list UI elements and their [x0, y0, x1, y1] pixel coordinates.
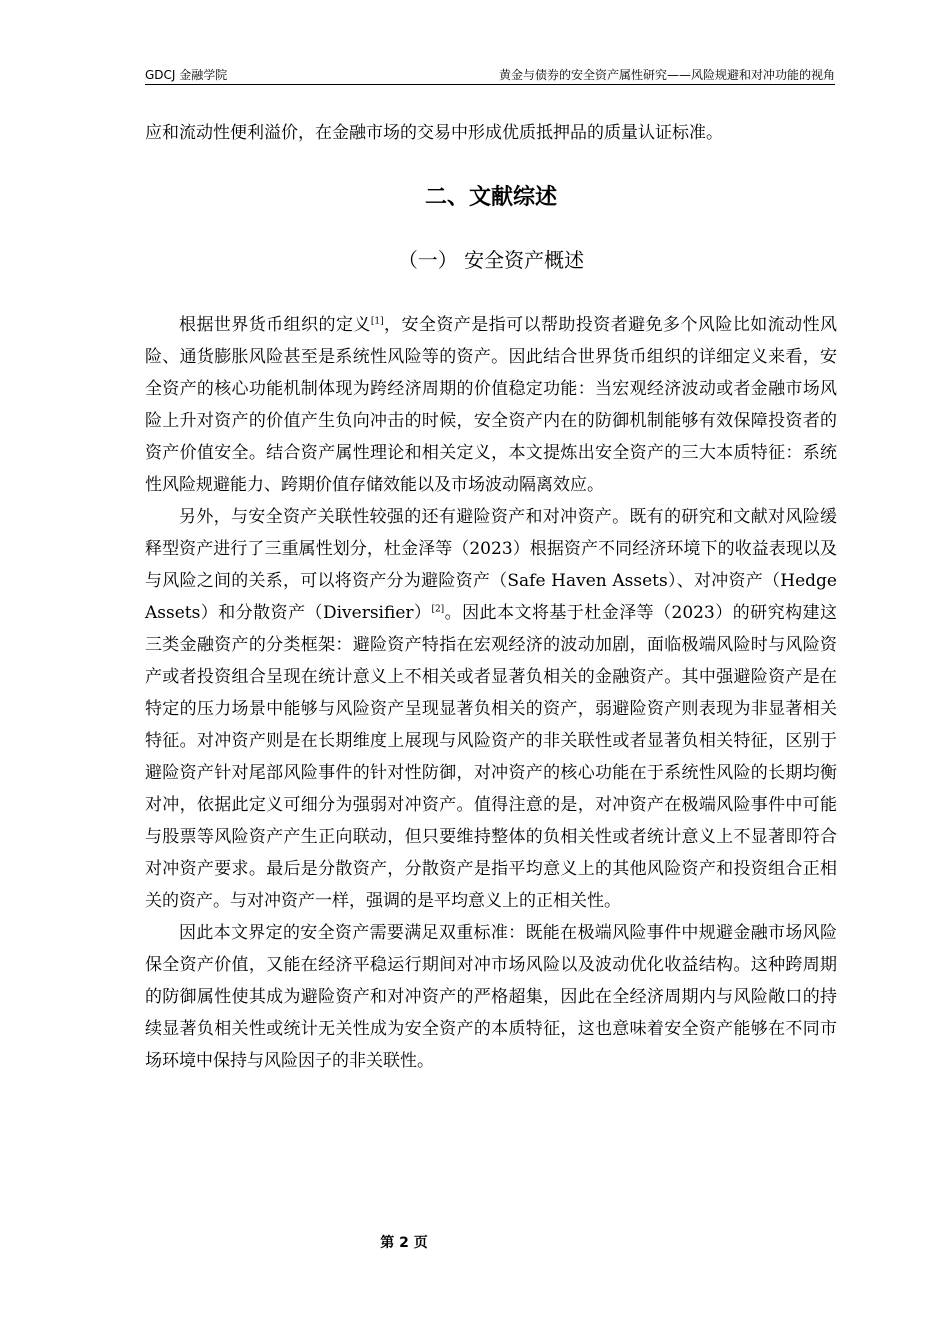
paragraph-3: 因此本文界定的安全资产需要满足双重标准：既能在极端风险事件中规避金融市场风险保全资产价值，又能在经济平稳运行期间对冲市场风险以及波动优化收益结构。这种跨周期的防御属性使其成为避险资产和对冲资产的严格超集，因此在全经济周期内与风险敞口的持续显著负相关性或统计无关性成为安全资产的本质特征，这也意味着安全资产能够在不同市场环境中保持与风险因子的非关联性。 — [145, 923, 837, 1071]
subsection-title: （一） 安全资产概述 — [397, 248, 585, 272]
header-institution: GDCJ 金融学院 — [145, 68, 228, 82]
paragraph-1 — [145, 309, 837, 501]
paragraph-2 — [145, 501, 837, 917]
paragraph-2-text-a: 另外，与安全资产关联性较强的还有避险资产和对冲资产。既有的研究和文献对风险缓释型资产进行了三重属性划分，杜金泽等（2023）根据资产不同经济环境下的收益表现以及与风险之间的关系，可以将资产分为避险资产（Safe Haven Assets）、对冲资产（Hedge Assets）和分散资产（Diversifier） — [145, 507, 837, 623]
main-text — [145, 309, 837, 1077]
page-number: 第 2 页 — [380, 1235, 428, 1251]
page-header — [145, 66, 835, 85]
citation-2: [2] — [431, 604, 445, 615]
continuation-block — [145, 117, 837, 149]
paragraph-1-text-b: ，安全资产是指可以帮助投资者避免多个风险比如流动性风险、通货膨胀风险甚至是系统性风险等的资产。因此结合世界货币组织的详细定义来看，安全资产的核心功能机制体现为跨经济周期的价值稳定功能：当宏观经济波动或者金融市场风险上升对资产的价值产生负向冲击的时候，安全资产内在的防御机制能够有效保障投资者的资产价值安全。结合资产属性理论和相关定义，本文提炼出安全资产的三大本质特征：系统性风险规避能力、跨期价值存储效能以及市场波动隔离效应。 — [145, 315, 838, 495]
paragraph-2-text-b: 。因此本文将基于杜金泽等（2023）的研究构建这三类金融资产的分类框架：避险资产特指在宏观经济的波动加剧，面临极端风险时与风险资产或者投资组合呈现在统计意义上不相关或者显著负相关的金融资产。其中强避险资产是在特定的压力场景中能够与风险资产呈现显著负相关的资产，弱避险资产则表现为非显著相关特征。对冲资产则是在长期维度上展现与风险资产的非关联性或者显著负相关特征，区别于避险资产针对尾部风险事件的针对性防御，对冲资产的核心功能在于系统性风险的长期均衡对冲，依据此定义可细分为强弱对冲资产。值得注意的是，对冲资产在极端风险事件中可能与股票等风险资产产生正向联动，但只要维持整体的负相关性或者统计意义上不显著即符合对冲资产要求。最后是分散资产，分散资产是指平均意义上的其他风险资产和投资组合正相关的资产。与对冲资产一样，强调的是平均意义上的正相关性。 — [145, 603, 837, 911]
continuation-paragraph: 应和流动性便利溢价，在金融市场的交易中形成优质抵押品的质量认证标准。 — [145, 123, 723, 143]
header-paper-title: 黄金与债券的安全资产属性研究——风险规避和对冲功能的视角 — [498, 68, 835, 82]
citation-1: [1] — [370, 316, 384, 327]
section-title: 二、文献综述 — [424, 185, 557, 210]
paragraph-1-text-a: 根据世界货币组织的定义 — [179, 315, 371, 335]
